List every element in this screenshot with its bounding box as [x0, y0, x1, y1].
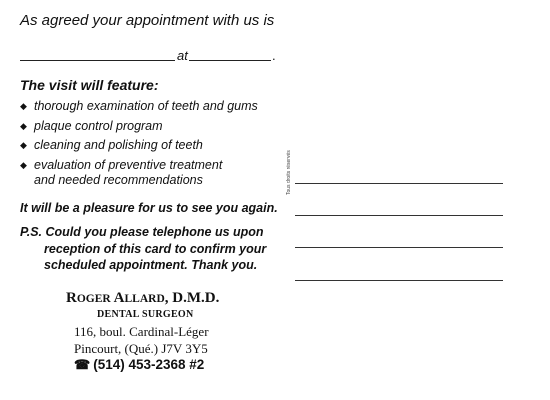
- feature-text: cleaning and polishing of teeth: [34, 138, 203, 153]
- surname-rest: LLARD: [124, 293, 165, 305]
- address-city: Pincourt, (Qué.) J7V 3Y5: [74, 341, 208, 356]
- ps-line-1: P.S. Could you please telephone us upon: [20, 225, 264, 239]
- diamond-bullet-icon: ◆: [20, 101, 27, 111]
- diamond-bullet-icon: ◆: [20, 140, 27, 151]
- address-line-3: [295, 247, 503, 248]
- ps-line-2: reception of this card to confirm your: [44, 241, 267, 256]
- time-blank-line: [189, 60, 271, 61]
- list-item: [20, 119, 258, 134]
- dentist-title: DENTAL SURGEON: [97, 309, 194, 320]
- dentist-name: [66, 290, 219, 307]
- diamond-bullet-icon: ◆: [20, 159, 27, 170]
- list-item: [20, 99, 258, 114]
- list-item: [20, 158, 258, 188]
- phone-number: [74, 357, 204, 373]
- period-mark: .: [272, 48, 276, 63]
- at-label: at: [177, 48, 188, 63]
- address-line-4: [295, 280, 503, 281]
- surname-initial: A: [113, 290, 125, 306]
- ps-note: [20, 224, 266, 274]
- appointment-intro: As agreed your appointment with us is: [20, 12, 275, 29]
- address-street: 116, boul. Cardinal-Léger: [74, 324, 209, 339]
- name-initial: R: [66, 290, 77, 306]
- rights-reserved-text: Tous droits réservés: [286, 150, 292, 195]
- feature-text: plaque control program: [34, 118, 163, 133]
- feature-text: evaluation of preventive treatment: [34, 157, 223, 172]
- address-line-2: [295, 215, 503, 216]
- pleasure-statement: It will be a pleasure for us to see you again.: [20, 201, 278, 215]
- features-title: The visit will feature:: [20, 77, 159, 93]
- phone-text: (514) 453-2368 #2: [93, 357, 205, 372]
- address-line-1: [295, 183, 503, 184]
- telephone-icon: ☎: [74, 357, 91, 372]
- name-rest: OGER: [76, 293, 111, 305]
- ps-line-3: scheduled appointment. Thank you.: [44, 258, 258, 272]
- degree: , D.M.D.: [164, 290, 220, 306]
- feature-text: thorough examination of teeth and gums: [34, 99, 258, 113]
- features-list: [20, 99, 258, 192]
- list-item: [20, 138, 258, 153]
- date-blank-line: [20, 60, 175, 61]
- feature-text-continued: and needed recommendations: [34, 172, 203, 187]
- diamond-bullet-icon: ◆: [20, 120, 27, 131]
